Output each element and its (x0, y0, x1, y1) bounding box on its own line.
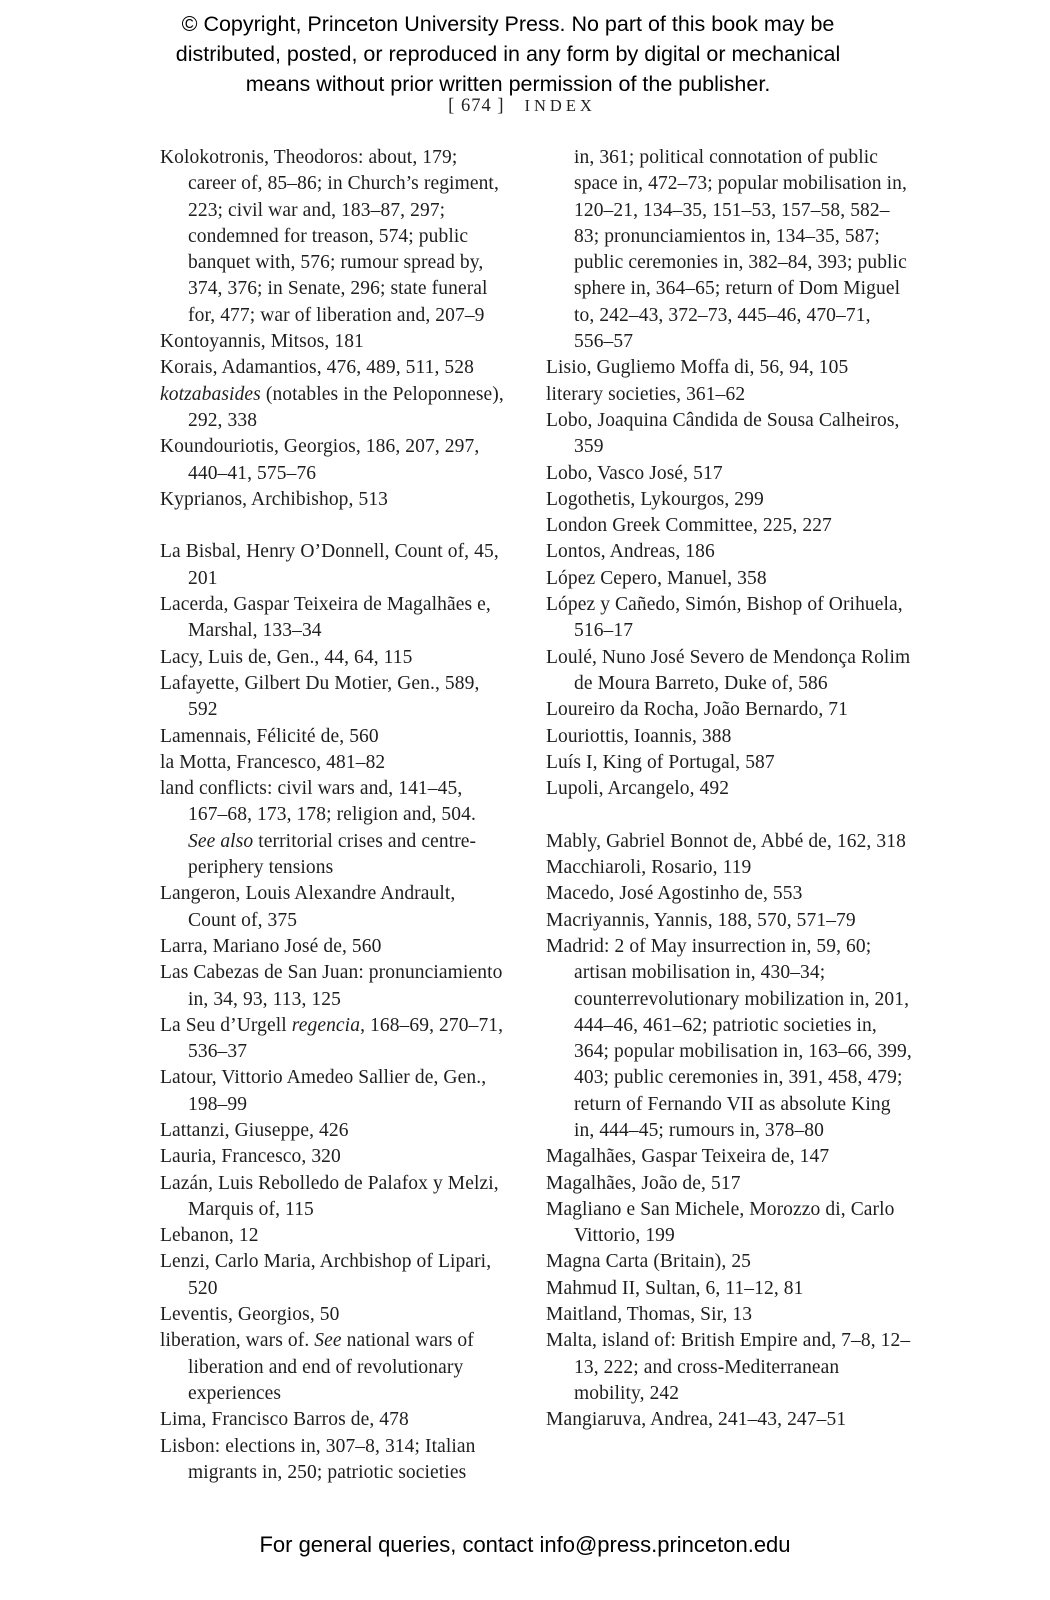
entry-text: Lamennais, Félicité de, 560 (160, 725, 379, 747)
index-entry (160, 960, 506, 1013)
entry-text: Lisbon: elections in, 307–8, 314; Italian migrants in, 250; patriotic societies (160, 1435, 476, 1483)
entry-text: literary societies, 361–62 (546, 383, 746, 405)
entry-text: Mably, Gabriel Bonnot de, Abbé de, 162, 318 (546, 830, 906, 852)
index-entry (160, 1434, 506, 1487)
entry-text: Kontoyannis, Mitsos, 181 (160, 331, 364, 353)
index-entry (546, 408, 912, 461)
index-entry (546, 776, 912, 802)
entry-text: Lupoli, Arcangelo, 492 (546, 778, 730, 800)
entry-text-italic: regencia (291, 1014, 361, 1036)
index-entry-continuation (546, 145, 912, 355)
index-entry (160, 487, 506, 513)
index-entry (160, 382, 506, 435)
entry-text: Korais, Adamantios, 476, 489, 511, 528 (160, 357, 474, 379)
entry-text: La Seu d’Urgell (160, 1014, 292, 1036)
index-entry (160, 145, 506, 329)
copyright-line: means without prior written permission of the publisher. (245, 72, 771, 96)
entry-text: Maitland, Thomas, Sir, 13 (546, 1304, 753, 1326)
entry-text: Logothetis, Lykourgos, 299 (546, 488, 764, 510)
index-entry (160, 539, 506, 592)
entry-text: Macedo, José Agostinho de, 553 (546, 883, 803, 905)
entry-text: national wars of liberation and end of revolutionary experiences (188, 1330, 474, 1404)
index-entry (546, 1197, 912, 1250)
index-entry (160, 750, 506, 776)
entry-text: Loulé, Nuno José Severo de Mendonça Rolim de Moura Barreto, Duke of, 586 (546, 646, 911, 694)
entry-text: Lattanzi, Giuseppe, 426 (160, 1119, 349, 1141)
index-entry (546, 1302, 912, 1328)
index-entry (546, 592, 912, 645)
entry-text: land conflicts: civil wars and, 141–45, 167–68, 173, 178; religion and, 504. (160, 778, 476, 826)
page-header (0, 96, 1044, 117)
entry-text: Macchiaroli, Rosario, 119 (546, 857, 752, 879)
index-entry (160, 1118, 506, 1144)
entry-text-italic: See also (188, 830, 254, 852)
index-entry (160, 1223, 506, 1249)
entry-text: La Bisbal, Henry O’Donnell, Count of, 45, 201 (160, 541, 499, 589)
entry-text: Lisio, Gugliemo Moffa di, 56, 94, 105 (546, 357, 849, 379)
entry-text: López Cepero, Manuel, 358 (546, 567, 767, 589)
entry-text: Magalhães, João de, 517 (546, 1172, 741, 1194)
index-entry (546, 1407, 912, 1433)
entry-text: Lontos, Andreas, 186 (546, 541, 715, 563)
entry-text: Lobo, Joaquina Cândida de Sousa Calheiros, 359 (546, 409, 900, 458)
copyright-notice (0, 9, 1016, 99)
index-column-right (546, 145, 912, 1486)
index-entry (546, 855, 912, 881)
entry-text-italic: See (314, 1330, 342, 1352)
index-entry (546, 829, 912, 855)
entry-text: Madrid: 2 of May insurrection in, 59, 60; artisan mobilisation in, 430–34; counterrevolutionary mobilization in, 201, 444–46, 461–62; patriotic societies in, 364; popular mobilisation in, 163–66, 399, 403; public ceremonies in, 391, 458, 479; return of Fernando VII as absolute King in, 444–45; rumours in, 378–80 (546, 935, 912, 1141)
entry-text: , 168–69, 270–71, 536–37 (188, 1014, 504, 1063)
entry-text: Latour, Vittorio Amedeo Sallier de, Gen., 198–99 (160, 1067, 487, 1115)
entry-text: Larra, Mariano José de, 560 (160, 935, 382, 957)
entry-text: Macriyannis, Yannis, 188, 570, 571–79 (546, 909, 856, 931)
index-entry (160, 434, 506, 487)
index-entry (546, 1171, 912, 1197)
entry-text: liberation, wars of. (160, 1330, 315, 1352)
index-column-left (160, 145, 506, 1486)
entry-text: López y Cañedo, Simón, Bishop of Orihuela, 516–17 (546, 594, 903, 642)
entry-text: Lacy, Luis de, Gen., 44, 64, 115 (160, 646, 413, 668)
entry-text: Langeron, Louis Alexandre Andrault, Count of, 375 (160, 883, 456, 931)
index-entry (160, 724, 506, 750)
footer-contact-line: For general queries, contact info@press.princeton.edu (259, 1532, 791, 1557)
entry-text: Magna Carta (Britain), 25 (546, 1251, 752, 1273)
index-entry (546, 1328, 912, 1407)
entry-text: Malta, island of: British Empire and, 7–8, 12–13, 222; and cross-Mediterranean mobility, 242 (546, 1330, 911, 1404)
entry-text: Lenzi, Carlo Maria, Archbishop of Lipari, 520 (160, 1251, 492, 1299)
index-entry (160, 1144, 506, 1170)
entry-text: Lebanon, 12 (160, 1225, 259, 1247)
index-entry (546, 487, 912, 513)
entry-text: Magalhães, Gaspar Teixeira de, 147 (546, 1146, 830, 1168)
page-title: INDEX (524, 96, 596, 115)
index-entry (546, 645, 912, 698)
index-entry (546, 461, 912, 487)
index-entry (160, 1328, 506, 1407)
index-entry (546, 724, 912, 750)
index-columns (160, 145, 912, 1486)
entry-text: London Greek Committee, 225, 227 (546, 515, 832, 537)
index-entry (160, 671, 506, 724)
entry-text: Lacerda, Gaspar Teixeira de Magalhães e, Marshal, 133–34 (160, 594, 491, 642)
index-entry (160, 881, 506, 934)
index-entry (546, 566, 912, 592)
index-entry (546, 908, 912, 934)
page-number: [ 674 ] (448, 96, 505, 116)
entry-text: Las Cabezas de San Juan: pronunciamiento in, 34, 93, 113, 125 (160, 962, 503, 1010)
entry-text: Lazán, Luis Rebolledo de Palafox y Melzi, Marquis of, 115 (160, 1172, 499, 1220)
index-entry (160, 329, 506, 355)
copyright-line: © Copyright, Princeton University Press. No part of this book may be (181, 12, 835, 36)
index-entry (160, 1407, 506, 1433)
index-entry (546, 881, 912, 907)
entry-text-italic: kotzabasides (160, 383, 261, 405)
entry-text: Mahmud II, Sultan, 6, 11–12, 81 (546, 1277, 804, 1299)
index-entry (160, 776, 506, 881)
index-entry (546, 750, 912, 776)
entry-text: Lauria, Francesco, 320 (160, 1146, 341, 1168)
index-entry (160, 1013, 506, 1066)
index-entry (160, 1171, 506, 1224)
entry-text: Kyprianos, Archibishop, 513 (160, 488, 389, 510)
index-entry (546, 1276, 912, 1302)
entry-text: Lima, Francisco Barros de, 478 (160, 1409, 409, 1431)
entry-text: Kolokotronis, Theodoros: about, 179; career of, 85–86; in Church’s regiment, 223; civil war and, 183–87, 297; condemned for treason, 574; public banquet with, 576; rumour spread by, 374, 376; in Senate, 296; state funeral for, 477; war of liberation and, 207–9 (160, 147, 499, 326)
entry-text: la Motta, Francesco, 481–82 (160, 751, 386, 773)
entry-text: Mangiaruva, Andrea, 241–43, 247–51 (546, 1409, 847, 1431)
index-entry (546, 934, 912, 1144)
copyright-line: distributed, posted, or reproduced in any form by digital or mechanical (175, 42, 841, 66)
index-entry (546, 1144, 912, 1170)
index-entry (160, 592, 506, 645)
index-entry (546, 1249, 912, 1275)
entry-text: Loureiro da Rocha, João Bernardo, 71 (546, 699, 848, 721)
entry-text: Leventis, Georgios, 50 (160, 1304, 340, 1326)
entry-text: Lobo, Vasco José, 517 (546, 462, 723, 484)
entry-text: Koundouriotis, Georgios, 186, 207, 297, 440–41, 575–76 (160, 436, 480, 484)
entry-text: Louriottis, Ioannis, 388 (546, 725, 732, 747)
index-entry (160, 1302, 506, 1328)
entry-text: (notables in the Peloponnese), 292, 338 (188, 383, 504, 431)
index-entry (160, 355, 506, 381)
index-entry (160, 1249, 506, 1302)
index-entry (160, 1065, 506, 1118)
entry-text: Luís I, King of Portugal, 587 (546, 751, 775, 773)
entry-text: Lafayette, Gilbert Du Motier, Gen., 589, 592 (160, 672, 480, 721)
entry-text: Magliano e San Michele, Morozzo di, Carlo Vittorio, 199 (546, 1198, 895, 1247)
index-entry (546, 697, 912, 723)
entry-text: in, 361; political connotation of public space in, 472–73; popular mobilisation in, 120–21, 134–35, 151–53, 157–58, 582–83; pronunciamientos in, 134–35, 587; public ceremonies in, 382–84, 393; public sphere in, 364–65; return of Dom Miguel to, 242–43, 372–73, 445–46, 470–71, 556–57 (574, 147, 907, 353)
entry-text: territorial crises and centre-periphery tensions (188, 830, 477, 879)
index-entry (160, 645, 506, 671)
index-entry (546, 382, 912, 408)
index-entry (160, 934, 506, 960)
index-entry (546, 513, 912, 539)
index-entry (546, 539, 912, 565)
index-entry (546, 355, 912, 381)
